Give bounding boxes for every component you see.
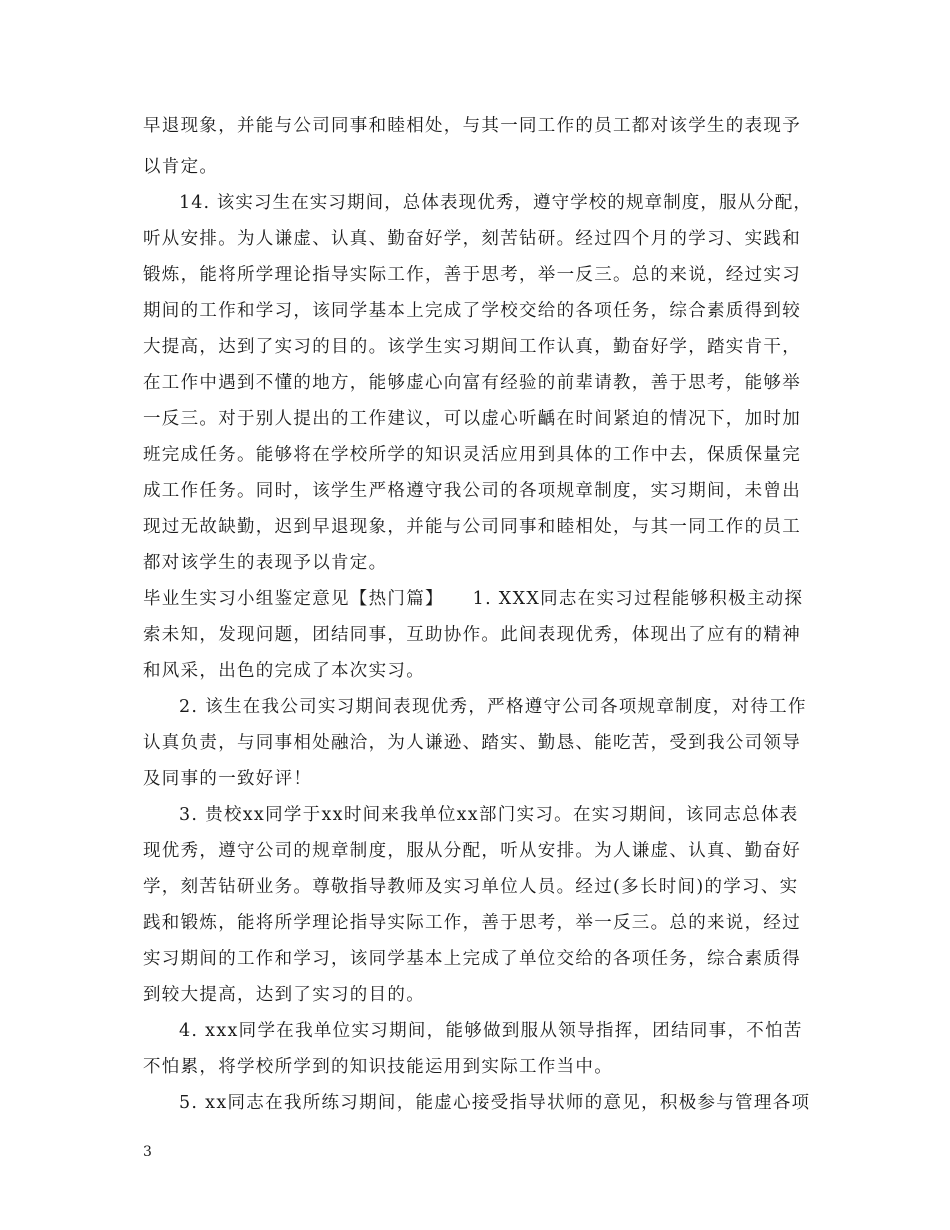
text-line: 践和锻炼，能将所学理论指导实际工作，善于思考，举一反三。总的来说，经过 [143, 913, 801, 933]
text-line: 成工作任务。同时，该学生严格遵守我公司的各项规章制度，实习期间，未曾出 [143, 481, 801, 501]
text-line: 以肯定。 [143, 157, 219, 177]
text-line: 大提高，达到了实习的目的。该学生实习期间工作认真，勤奋好学，踏实肯干， [143, 337, 801, 357]
text-line: 到较大提高，达到了实习的目的。 [143, 985, 425, 1005]
text-line: 期间的工作和学习，该同学基本上完成了学校交给的各项任务，综合素质得到较 [143, 301, 801, 321]
section-heading-line: 毕业生实习小组鉴定意见【热门篇】 1. XXX同志在实习过程能够积极主动探 [143, 589, 804, 609]
text-line: 及同事的一致好评！ [143, 769, 313, 789]
page-number: 3 [143, 1144, 152, 1160]
text-line: 不怕累，将学校所学到的知识技能运用到实际工作当中。 [143, 1057, 613, 1077]
text-line: 索未知，发现问题，团结同事，互助协作。此间表现优秀，体现出了应有的精神 [143, 625, 801, 645]
paragraph-start-line: 3. 贵校xx同学于xx时间来我单位xx部门实习。在实习期间，该同志总体表 [179, 805, 799, 825]
text-line: 学，刻苦钻研业务。尊敬指导教师及实习单位人员。经过(多长时间)的学习、实 [143, 877, 799, 897]
text-line: 现优秀，遵守公司的规章制度，服从分配，听从安排。为人谦虚、认真、勤奋好 [143, 841, 801, 861]
text-line: 锻炼，能将所学理论指导实际工作，善于思考，举一反三。总的来说，经过实习 [143, 265, 801, 285]
text-line: 在工作中遇到不懂的地方，能够虚心向富有经验的前辈请教，善于思考，能够举 [143, 373, 801, 393]
paragraph-start-line: 5. xx同志在我所练习期间，能虚心接受指导状师的意见，积极参与管理各项 [179, 1093, 811, 1113]
paragraph-start-line: 14. 该实习生在实习期间，总体表现优秀，遵守学校的规章制度，服从分配， [179, 193, 812, 213]
text-line: 和风采，出色的完成了本次实习。 [143, 661, 425, 681]
paragraph-start-line: 4. xxx同学在我单位实习期间，能够做到服从领导指挥，团结同事，不怕苦 [179, 1021, 803, 1041]
text-line: 听从安排。为人谦虚、认真、勤奋好学，刻苦钻研。经过四个月的学习、实践和 [143, 229, 801, 249]
text-line: 现过无故缺勤，迟到早退现象，并能与公司同事和睦相处，与其一同工作的员工 [143, 517, 801, 537]
text-line: 早退现象，并能与公司同事和睦相处，与其一同工作的员工都对该学生的表现予 [143, 116, 801, 136]
paragraph-start-line: 2. 该生在我公司实习期间表现优秀，严格遵守公司各项规章制度，对待工作 [179, 697, 807, 717]
text-line: 班完成任务。能够将在学校所学的知识灵活应用到具体的工作中去，保质保量完 [143, 445, 801, 465]
text-line: 认真负责，与同事相处融洽，为人谦逊、踏实、勤恳、能吃苦，受到我公司领导 [143, 733, 801, 753]
text-line: 实习期间的工作和学习，该同学基本上完成了单位交给的各项任务，综合素质得 [143, 949, 801, 969]
text-line: 都对该学生的表现予以肯定。 [143, 553, 388, 573]
text-line: 一反三。对于别人提出的工作建议，可以虚心听齲在时间紧迫的情况下，加时加 [143, 409, 801, 429]
